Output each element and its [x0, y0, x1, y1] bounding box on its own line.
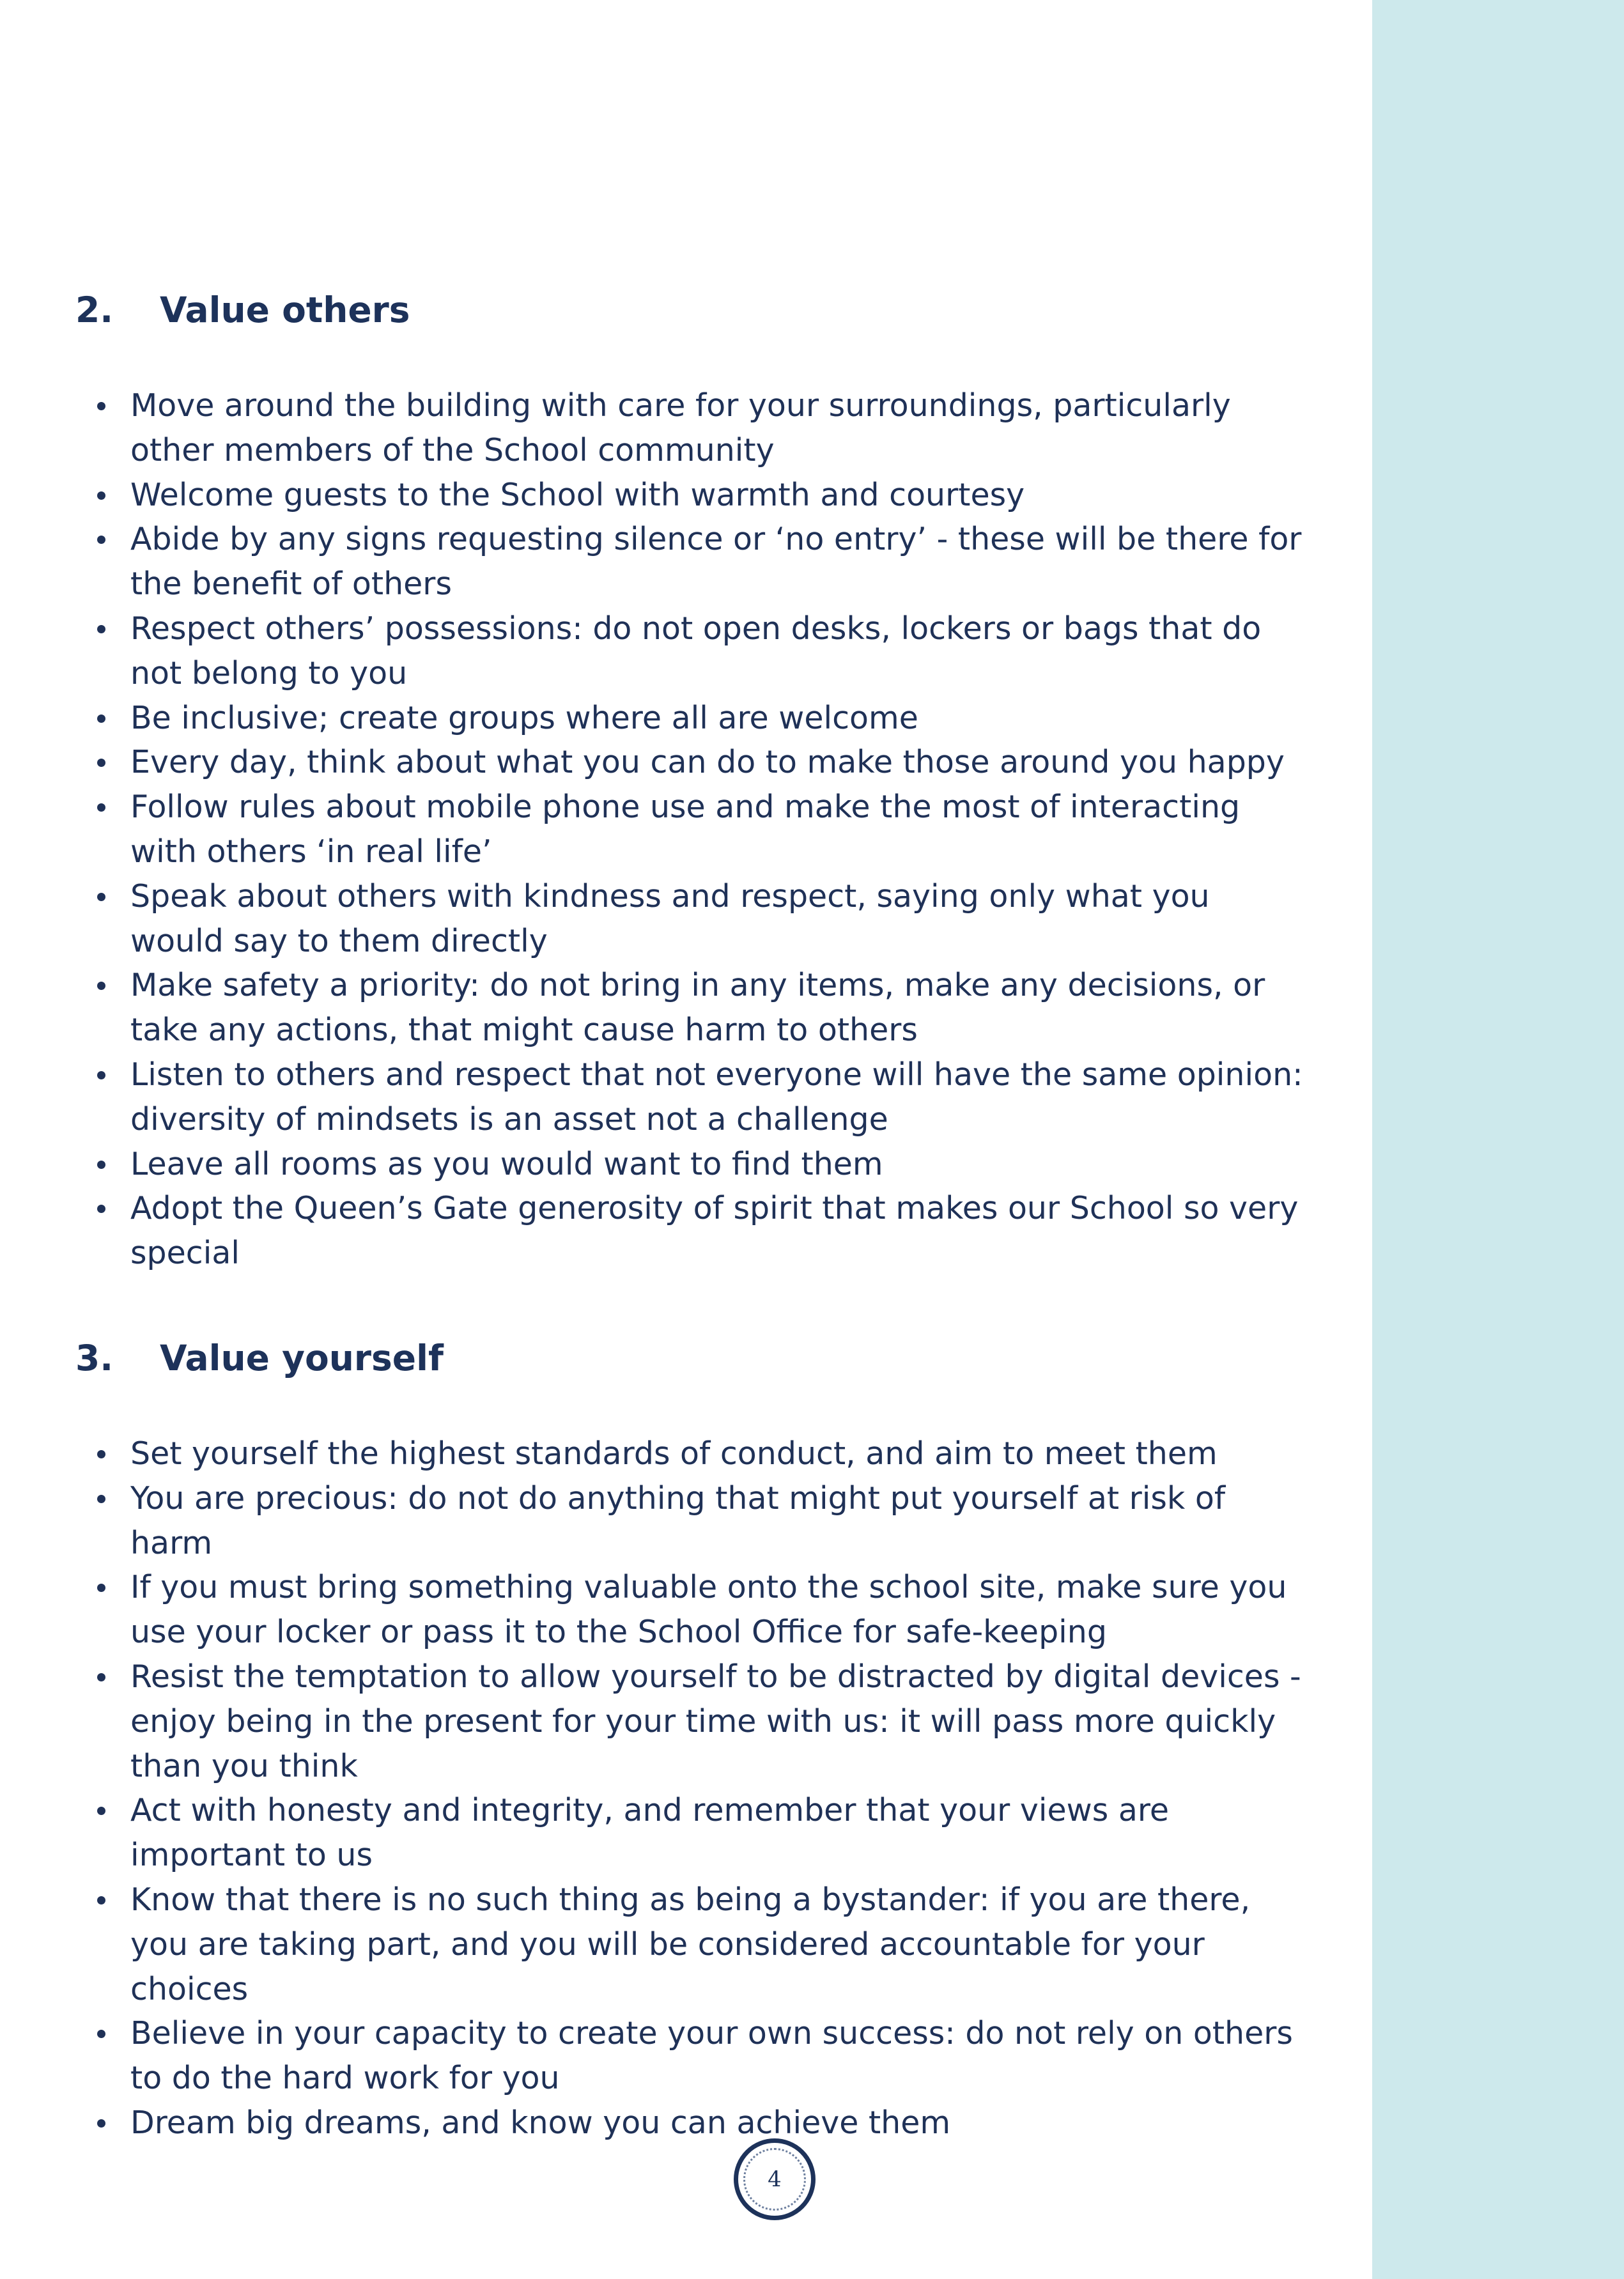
list-item-text: Follow rules about mobile phone use and make the most of interacting with others ‘in real life’ — [130, 789, 1241, 870]
list-item — [0, 740, 1306, 785]
bullet-icon — [97, 1896, 105, 1904]
bullet-icon — [97, 1495, 105, 1503]
section-number: 2. — [75, 290, 114, 330]
bullet-icon — [97, 1161, 105, 1169]
list-item-text: Set yourself the highest standards of conduct, and aim to meet them — [130, 1435, 1218, 1472]
bullet-icon — [97, 625, 105, 633]
list-item-text: Know that there is no such thing as being a bystander: if you are there, you are taking part, and you will be considered accountable for your choices — [130, 1881, 1251, 2007]
list-item-text: Every day, think about what you can do to make those around you happy — [130, 744, 1285, 781]
list-item-text: If you must bring something valuable onto the school site, make sure you use your locker or pass it to the School Office for safe-keeping — [130, 1569, 1287, 1651]
bullet-icon — [97, 1584, 105, 1592]
bullet-list — [0, 1432, 1372, 2145]
bullet-icon — [97, 1807, 105, 1815]
list-item-text: Resist the temptation to allow yourself to be distracted by digital devices - enjoy being in the present for your time with us: it will pass more quickly than you think — [130, 1658, 1301, 1784]
list-item — [0, 1053, 1306, 1142]
section-number: 3. — [75, 1338, 114, 1379]
bullet-icon — [97, 1450, 105, 1458]
bullet-icon — [97, 2030, 105, 2038]
page-number-badge — [734, 2138, 816, 2220]
bullet-icon — [97, 1673, 105, 1681]
bullet-icon — [97, 715, 105, 723]
list-item-text: Adopt the Queen’s Gate generosity of spirit that makes our School so very special — [130, 1190, 1299, 1272]
section-value-yourself — [0, 1333, 1372, 2141]
list-item-text: You are precious: do not do anything that might put yourself at risk of harm — [130, 1479, 1226, 1561]
bullet-icon — [97, 759, 105, 767]
list-item-text: Speak about others with kindness and respect, saying only what you would say to them directly — [130, 877, 1210, 959]
list-item — [0, 1878, 1306, 2011]
bullet-icon — [97, 982, 105, 990]
list-item — [0, 874, 1306, 964]
bullet-icon — [97, 893, 105, 901]
page-number: 4 — [768, 2167, 782, 2192]
list-item — [0, 1142, 1306, 1187]
list-item-text: Believe in your capacity to create your own success: do not rely on others to do the hard work for you — [130, 2015, 1293, 2097]
list-item-text: Dream big dreams, and know you can achieve them — [130, 2104, 951, 2141]
list-item — [0, 2101, 1306, 2145]
section-heading — [0, 1333, 1372, 1384]
section-title: Value others — [160, 290, 410, 330]
section-title: Value yourself — [160, 1338, 444, 1379]
bullet-icon — [97, 803, 105, 812]
list-item — [0, 1186, 1306, 1276]
list-item — [0, 606, 1306, 696]
list-item-text: Move around the building with care for your surroundings, particularly other members of the School community — [130, 387, 1231, 468]
list-item — [0, 473, 1306, 518]
list-item — [0, 785, 1306, 874]
bullet-icon — [97, 2119, 105, 2128]
list-item — [0, 2011, 1306, 2101]
list-item-text: Make safety a priority: do not bring in any items, make any decisions, or take any actions, that might cause harm to others — [130, 967, 1265, 1049]
list-item-text: Welcome guests to the School with warmth and courtesy — [130, 476, 1025, 513]
list-item — [0, 1476, 1306, 1566]
side-band — [1372, 0, 1624, 2279]
list-item-text: Abide by any signs requesting silence or ‘no entry’ - these will be there for the benefit of others — [130, 521, 1302, 603]
bullet-icon — [97, 536, 105, 544]
list-item — [0, 1432, 1306, 1476]
list-item — [0, 1788, 1306, 1878]
bullet-icon — [97, 1071, 105, 1079]
bullet-icon — [97, 402, 105, 410]
list-item — [0, 696, 1306, 741]
list-item-text: Listen to others and respect that not everyone will have the same opinion: diversity of mindsets is an asset not a challenge — [130, 1056, 1303, 1138]
list-item-text: Act with honesty and integrity, and remember that your views are important to us — [130, 1792, 1170, 1874]
section-heading — [0, 284, 1372, 336]
bullet-icon — [97, 491, 105, 500]
list-item — [0, 1565, 1306, 1655]
list-item — [0, 517, 1306, 606]
section-value-others — [0, 284, 1372, 1272]
bullet-icon — [97, 1205, 105, 1213]
bullet-list — [0, 383, 1372, 1276]
list-item-text: Be inclusive; create groups where all are welcome — [130, 699, 918, 736]
list-item-text: Respect others’ possessions: do not open desks, lockers or bags that do not belong to you — [130, 610, 1262, 691]
list-item — [0, 963, 1306, 1053]
list-item-text: Leave all rooms as you would want to find them — [130, 1145, 883, 1182]
list-item — [0, 1655, 1306, 1788]
list-item — [0, 383, 1306, 473]
